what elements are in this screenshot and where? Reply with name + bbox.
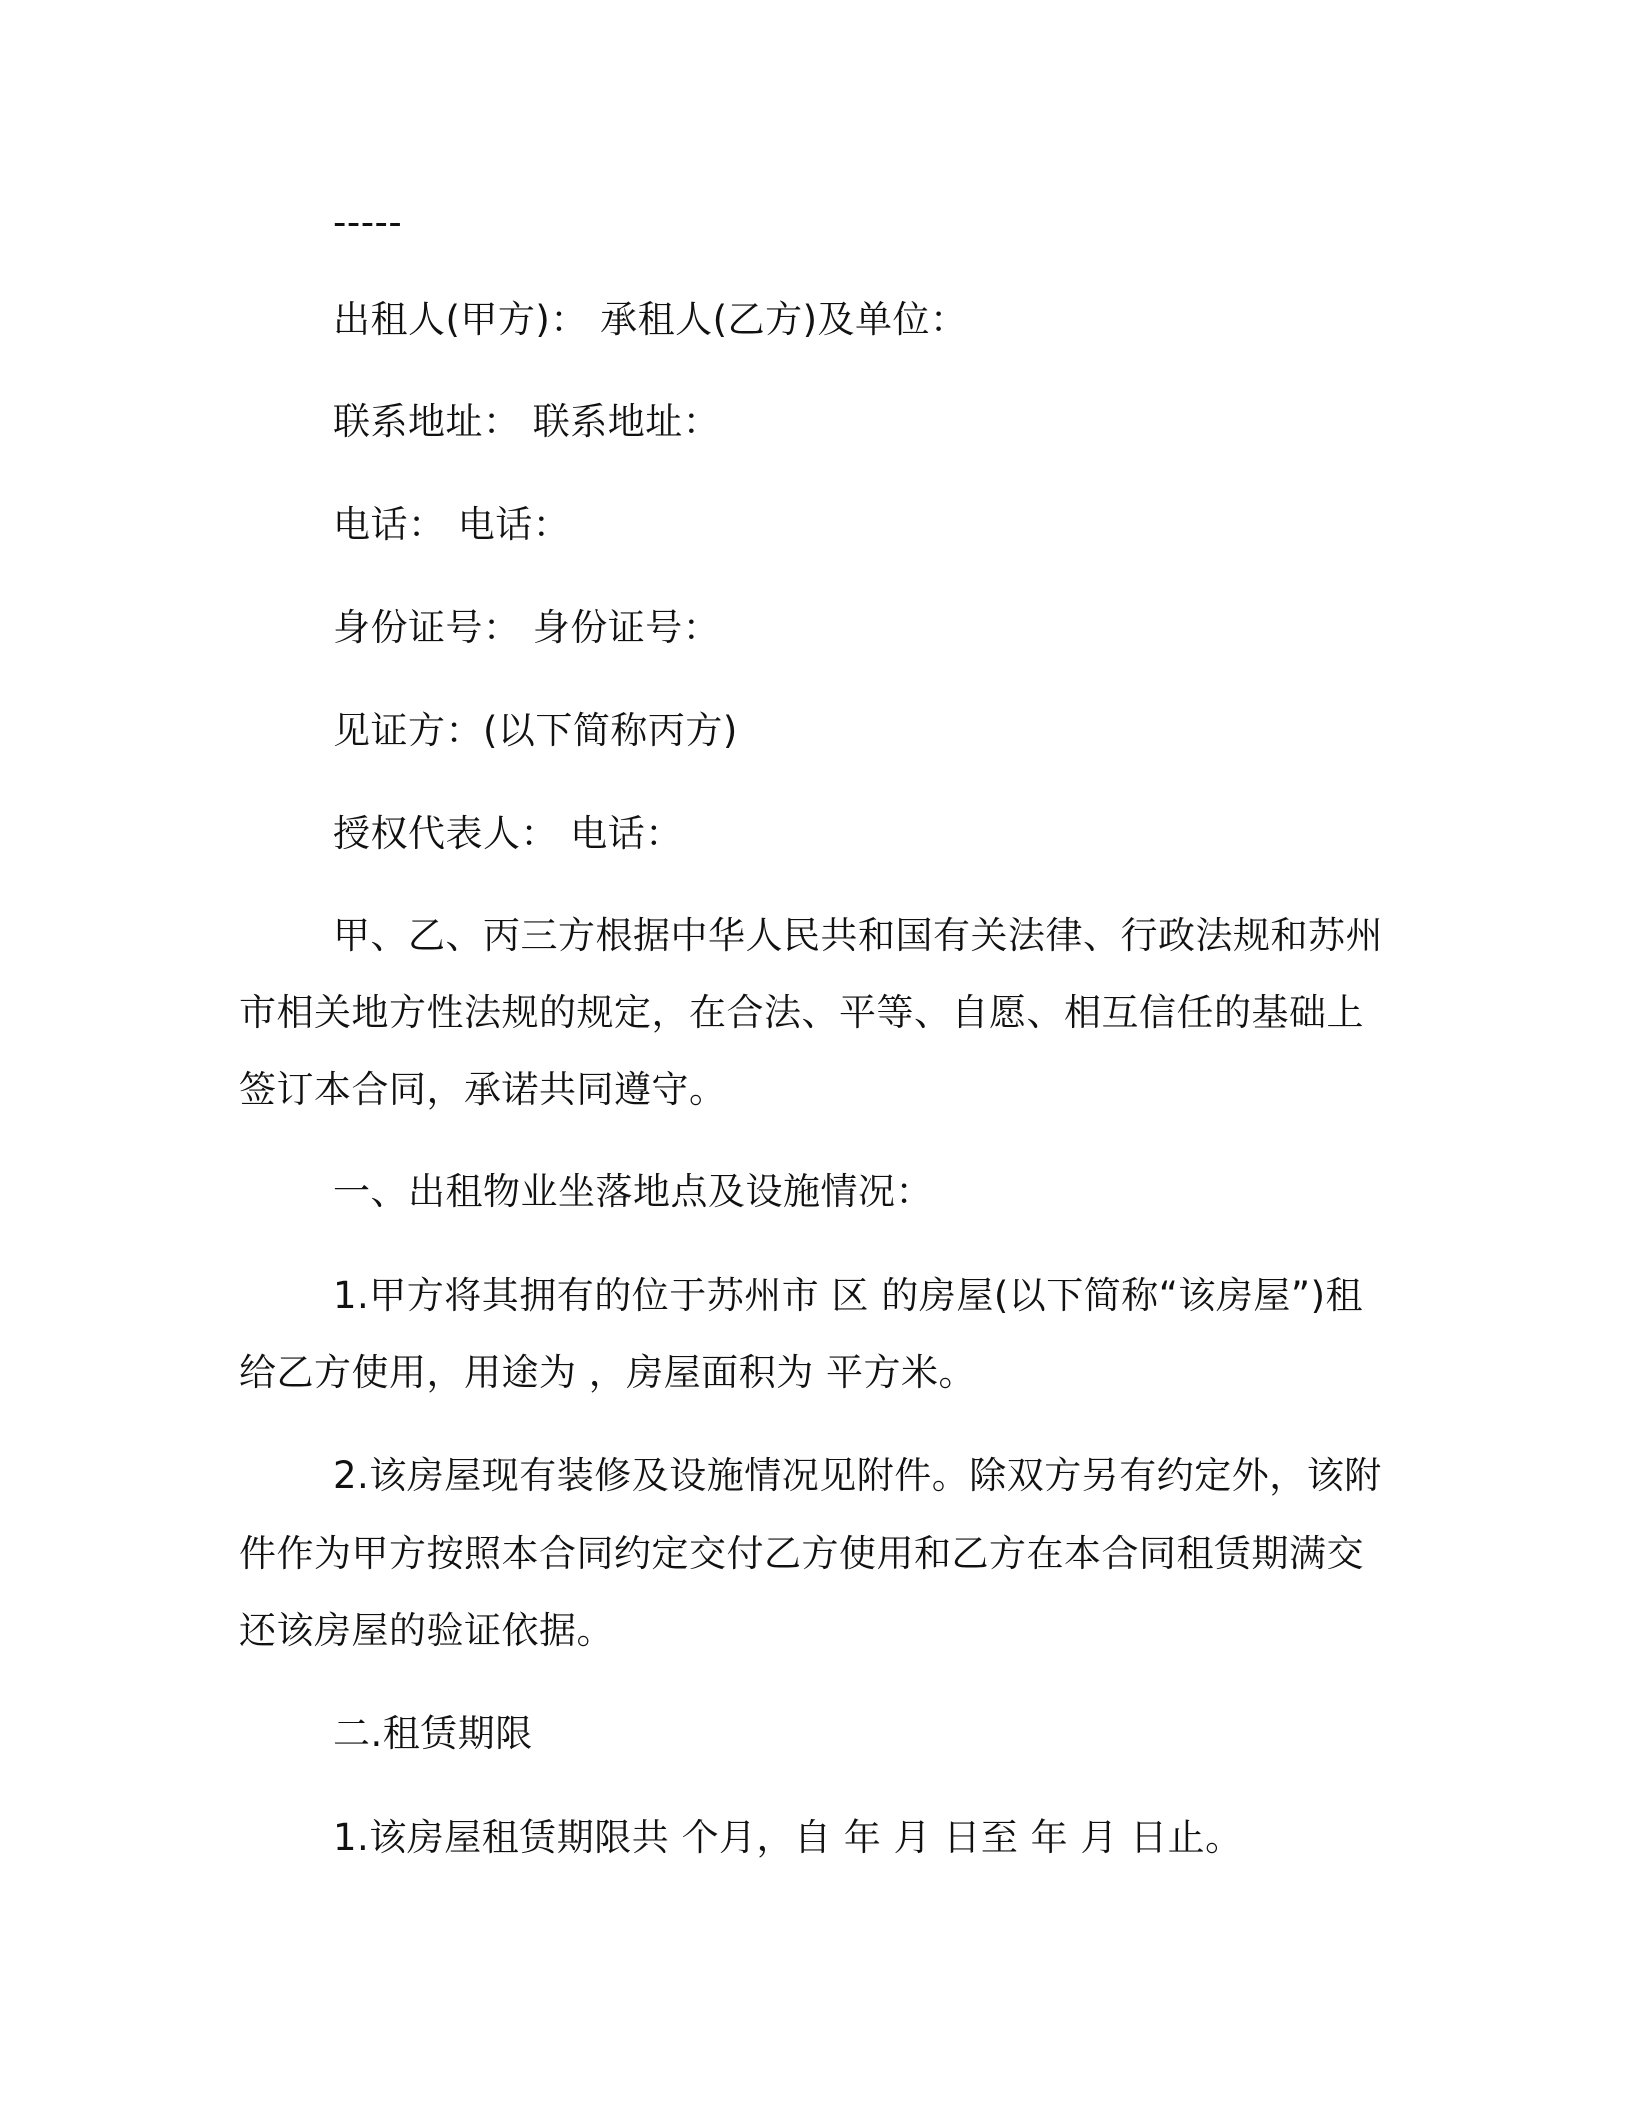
section-heading-2: 二.租赁期限 [333,1712,533,1755]
party-authorized-rep: 授权代表人： 电话： [333,812,683,855]
clause-1-2-line: 还该房屋的验证依据。 [239,1609,614,1652]
preamble-line: 市相关地方性法规的规定，在合法、平等、自愿、相互信任的基础上 [239,991,1364,1034]
clause-1-2-line: 2.该房屋现有装修及设施情况见附件。除双方另有约定外，该附 [333,1454,1382,1497]
clause-1-1-line: 给乙方使用，用途为 ，房屋面积为 平方米。 [239,1351,977,1394]
preamble-line: 甲、乙、丙三方根据中华人民共和国有关法律、行政法规和苏州 [333,914,1383,957]
separator-line: ----- [333,201,403,244]
party-address: 联系地址： 联系地址： [333,400,721,443]
preamble-line: 签订本合同，承诺共同遵守。 [239,1068,727,1111]
party-phone: 电话： 电话： [333,503,571,546]
party-witness: 见证方：(以下简称丙方) [333,709,738,752]
clause-1-1-line: 1.甲方将其拥有的位于苏州市 区 的房屋(以下简称“该房屋”)租 [333,1274,1364,1317]
party-landlord-tenant: 出租人(甲方)： 承租人(乙方)及单位： [333,298,968,341]
clause-1-2-line: 件作为甲方按照本合同约定交付乙方使用和乙方在本合同租赁期满交 [239,1532,1364,1575]
clause-2-1-line: 1.该房屋租赁期限共 个月，自 年 月 日至 年 月 日止。 [333,1816,1243,1859]
party-id-number: 身份证号： 身份证号： [333,606,721,649]
section-heading-1: 一、出租物业坐落地点及设施情况： [333,1170,933,1213]
